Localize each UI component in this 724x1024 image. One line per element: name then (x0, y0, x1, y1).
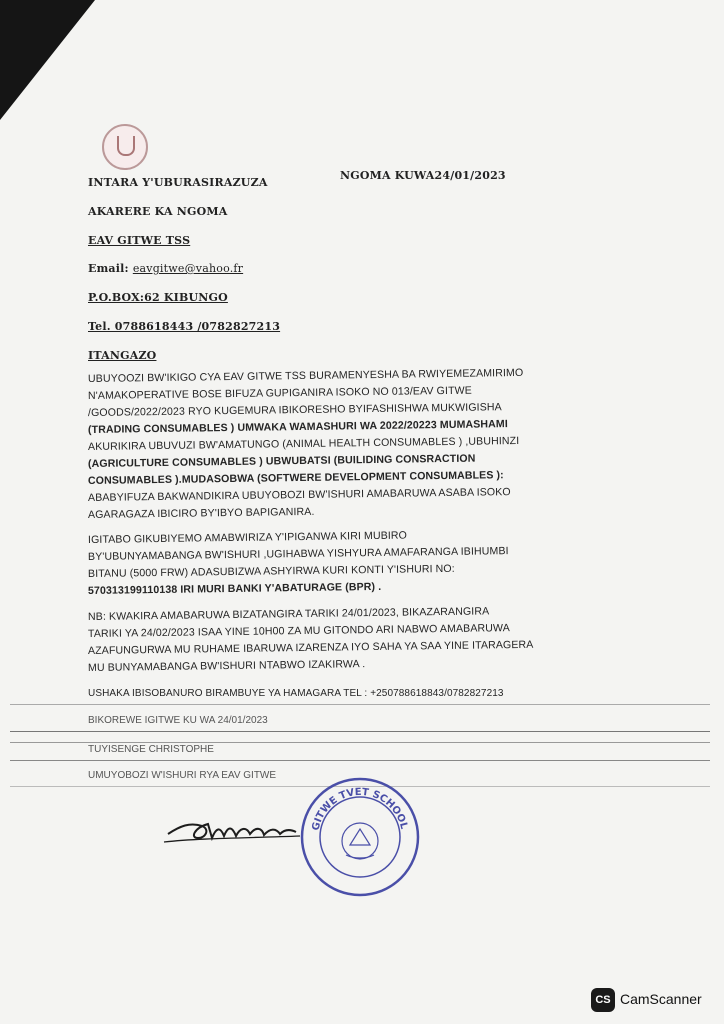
paragraph1-line: ABABYIFUZA BAKWANDIKIRA UBUYOBOZI BW'ISHURI AMABARUWA ASABA ISOKO (87, 486, 511, 504)
camscanner-watermark: CamScanner (620, 991, 702, 1007)
telephone-line: Tel. 0788618443 /0782827213 (88, 320, 281, 333)
email-value: eavgitwe@vahoo.fr (132, 262, 244, 275)
coat-of-arms-icon (102, 124, 148, 170)
signatory-name: TUYISENGE CHRISTOPHE (88, 744, 214, 755)
scan-line (10, 742, 710, 743)
done-at-line: BIKOREWE IGITWE KU WA 24/01/2023 (88, 715, 268, 726)
school-stamp (298, 775, 422, 899)
handwritten-signature (160, 808, 320, 848)
paragraph1-line: CONSUMABLES ).MUDASOBWA (SOFTWERE DEVELOPMENT CONSUMABLES ): (87, 469, 504, 487)
district-line: AKARERE KA NGOMA (88, 205, 228, 218)
pobox-line: P.O.BOX:62 KIBUNGO (88, 291, 228, 304)
paragraph1-line: N'AMAKOPERATIVE BOSE BIFUZA GUPIGANIRA ISOKO NO 013/EAV GITWE (87, 384, 472, 402)
paragraph2-line: IGITABO GIKUBIYEMO AMABWIRIZA Y'IPIGANWA KIRI MUBIRO (87, 529, 408, 546)
paragraph1-line: (AGRICULTURE CONSUMABLES ) UBWUBATSI (BUILIDING CONSRACTION (87, 452, 476, 470)
paragraph1-line: AKURIKIRA UBUVUZI BW'AMATUNGO (ANIMAL HEALTH CONSUMABLES ) ,UBUHINZI (87, 434, 520, 453)
province-line: INTARA Y'UBURASIRAZUZA (88, 176, 268, 189)
contact-line: USHAKA IBISOBANURO BIRAMBUYE YA HAMAGARA TEL : +250788618843/0782827213 (88, 688, 504, 699)
stamp-text: GITWE TVET SCHOOL (310, 786, 410, 832)
paragraph3-line: TARIKI YA 24/02/2023 ISAA YINE 10H00 ZA MU GITONDO ARI NABWO AMABARUWA (87, 622, 510, 640)
scan-line (10, 760, 710, 761)
school-name: EAV GITWE TSS (88, 234, 191, 247)
paragraph1-line: /GOODS/2022/2023 RYO KUGEMURA IBIKORESHO BYIFASHISHWA MUKWIGISHA (87, 401, 502, 419)
email-line (88, 262, 243, 275)
scan-line (10, 731, 710, 732)
paragraph2-line: 570313199110138 IRI MURI BANKI Y'ABATURAGE (BPR) . (87, 580, 382, 597)
paragraph2-line: BITANU (5000 FRW) ADASUBIZWA ASHYIRWA KURI KONTI Y'ISHURI NO: (87, 562, 455, 580)
email-label: Email: (88, 262, 129, 275)
scan-line (10, 704, 710, 705)
place-date: NGOMA KUWA24/01/2023 (340, 169, 506, 182)
paragraph1-line: (TRADING CONSUMABLES ) UMWAKA WAMASHURI WA 2022/20223 MUMASHAMI (87, 418, 508, 436)
paragraph1-line: AGARAGAZA IBICIRO BY'IBYO BAPIGANIRA. (87, 505, 315, 521)
paragraph3-line: NB: KWAKIRA AMABARUWA BIZATANGIRA TARIKI 24/01/2023, BIKAZARANGIRA (87, 605, 490, 623)
svg-text:GITWE TVET SCHOOL (310, 787, 409, 832)
notice-title: ITANGAZO (88, 349, 157, 362)
paragraph3-line: AZAFUNGURWA MU RUHAME IBARUWA IZARENZA IYO SAHA YA SAA YINE ITARAGERA (87, 638, 534, 657)
signatory-title: UMUYOBOZI W'ISHURI RYA EAV GITWE (88, 770, 277, 781)
paragraph2-line: BY'UBUNYAMABANGA BW'ISHURI ,UGIHABWA YISHYURA AMAFARANGA IBIHUMBI (87, 545, 509, 563)
paragraph3-line: MU BUNYAMABANGA BW'ISHURI NTABWO IZAKIRWA . (87, 658, 366, 674)
camscanner-logo-icon: CS (591, 988, 615, 1012)
paragraph1-line: UBUYOOZI BW'IKIGO CYA EAV GITWE TSS BURAMENYESHA BA RWIYEMEZAMIRIMO (87, 366, 524, 385)
